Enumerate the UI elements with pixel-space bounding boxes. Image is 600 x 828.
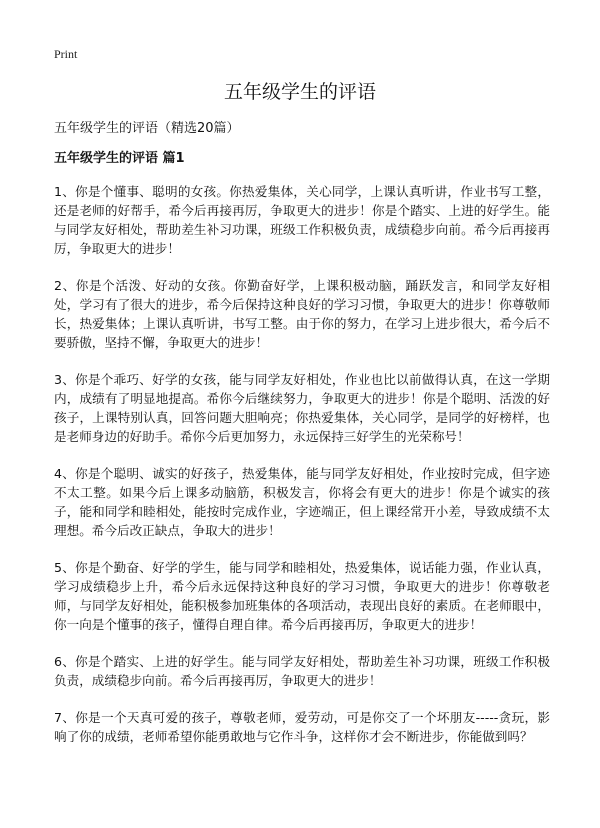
section-heading: 五年级学生的评语 篇1	[54, 151, 185, 166]
paragraph-7: 7、你是一个天真可爱的孩子，尊敬老师，爱劳动，可是你交了一个坏朋友-----贪玩，影响了你的成绩，老师希望你能勇敢地与它作斗争，这样你才会不断进步，你能做到吗？	[54, 710, 550, 744]
paragraph-3: 3、你是个乖巧、好学的女孩，能与同学友好相处，作业也比以前做得认真，在这一学期内，成绩有了明显地提高。希你今后继续努力，争取更大的进步！你是个聪明、活泼的好孩子，上课特别认真，回答问题大胆响亮；你热爱集体，关心同学，是同学的好榜样，也是老师身边的好助手。希你今后更加努力，永远保持三好学生的光荣称号！	[54, 372, 550, 444]
paragraph-5: 5、你是个勤奋、好学的学生，能与同学和睦相处，热爱集体，说话能力强，作业认真，学习成绩稳步上升，希今后永远保持这种良好的学习习惯，争取更大的进步！你尊敬老师，与同学友好相处，能积极参加班集体的各项活动，表现出良好的素质。在老师眼中，你一向是个懂事的孩子，懂得自理自律。希今后再接再厉，争取更大的进步！	[54, 560, 550, 632]
paragraph-1: 1、你是个懂事、聪明的女孩。你热爱集体，关心同学，上课认真听讲，作业书写工整，还是老师的好帮手，希今后再接再厉，争取更大的进步！你是个踏实、上进的好学生。能与同学友好相处，帮助差生补习功课，班级工作积极负责，成绩稳步向前。希今后再接再厉，争取更大的进步！	[54, 184, 550, 256]
paragraph-6: 6、你是个踏实、上进的好学生。能与同学友好相处，帮助差生补习功课，班级工作积极负责，成绩稳步向前。希今后再接再厉，争取更大的进步！	[54, 654, 550, 688]
document-subtitle: 五年级学生的评语（精选20篇）	[54, 121, 240, 136]
paragraph-4: 4、你是个聪明、诚实的好孩子，热爱集体，能与同学友好相处，作业按时完成，但字迹不太工整。如果今后上课多动脑筋，积极发言，你将会有更大的进步！你是个诚实的孩子，能和同学和睦相处，能按时完成作业，字迹端正，但上课经常开小差，导致成绩不太理想。希今后改正缺点，争取大的进步！	[54, 466, 550, 538]
document-body	[54, 182, 550, 764]
document-title: 五年级学生的评语	[223, 81, 376, 103]
paragraph-2: 2、你是个活泼、好动的女孩。你勤奋好学，上课积极动脑，踊跃发言，和同学友好相处，学习有了很大的进步，希今后保持这种良好的学习习惯，争取更大的进步！你尊敬师长，热爱集体；上课认真听讲，书写工整。由于你的努力，在学习上进步很大，希今后不要骄傲，坚持不懈，争取更大的进步！	[54, 278, 550, 350]
print-link[interactable]: Print	[54, 47, 78, 61]
